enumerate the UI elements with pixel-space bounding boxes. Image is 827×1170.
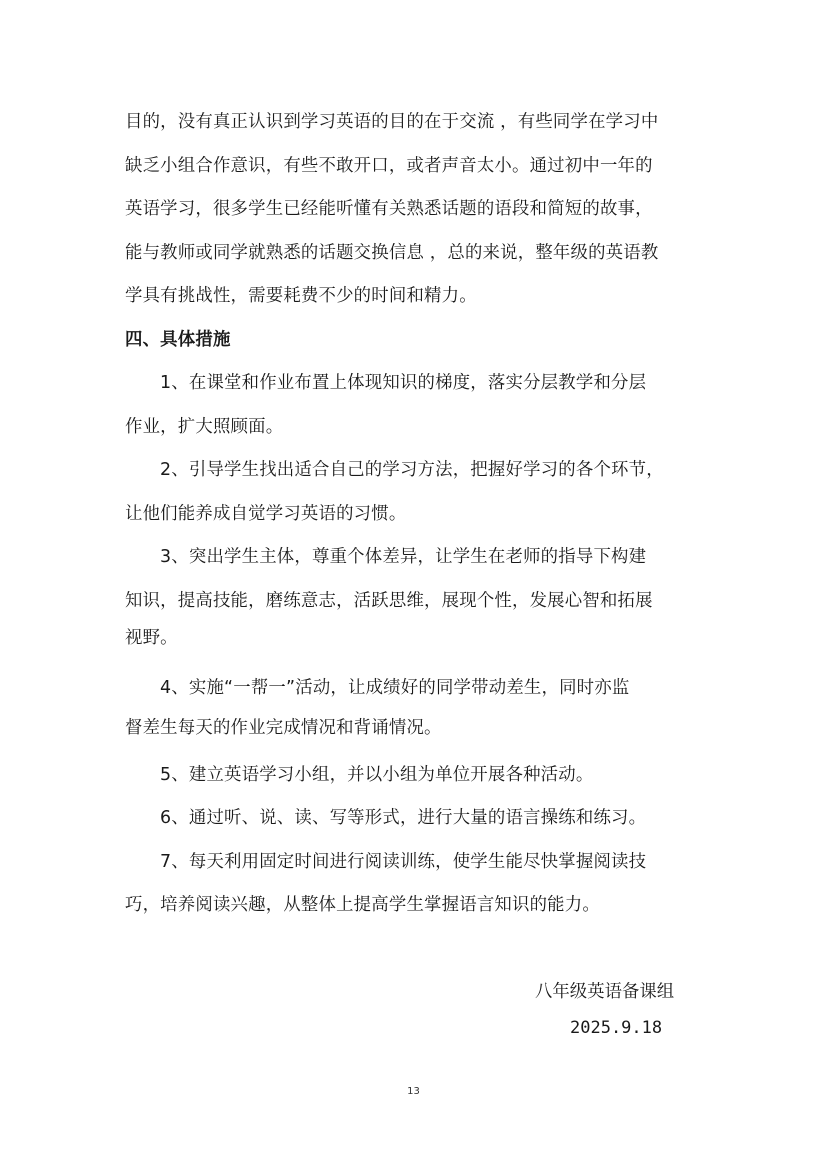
measure-item-3-line: 知识，提高技能，磨练意志，活跃思维，展现个性，发展心智和拓展 [125,591,653,611]
text-line: 学具有挑战性，需要耗费不少的时间和精力。 [125,286,477,306]
measure-item-3-line: 3、突出学生主体，尊重个体差异，让学生在老师的指导下构建 [160,547,647,567]
measure-item-4-line: 督差生每天的作业完成情况和背诵情况。 [125,718,442,738]
page-number: 13 [407,1086,420,1097]
section-heading: 四、具体措施 [125,330,231,350]
signature-group: 八年级英语备课组 [535,982,675,1002]
text-line: 能与教师或同学就熟悉的话题交换信息 ，总的来说，整年级的英语教 [125,243,659,263]
signature-date: 2025.9.18 [570,1018,663,1038]
measure-item-1-line: 1、在课堂和作业布置上体现知识的梯度，落实分层教学和分层 [160,373,647,393]
text-line: 缺乏小组合作意识，有些不敢开口，或者声音太小。通过初中一年的 [125,156,653,176]
measure-item-2-line: 让他们能养成自觉学习英语的习惯。 [125,504,407,524]
measure-item-7-line: 巧，培养阅读兴趣，从整体上提高学生掌握语言知识的能力。 [125,895,600,915]
measure-item-3-line: 视野。 [125,628,178,648]
measure-item-6-line: 6、通过听、说、读、写等形式，进行大量的语言操练和练习。 [160,808,647,828]
measure-item-7-line: 7、每天利用固定时间进行阅读训练，使学生能尽快掌握阅读技 [160,852,647,872]
measure-item-5-line: 5、建立英语学习小组，并以小组为单位开展各种活动。 [160,765,594,785]
measure-item-4-line: 4、实施“一帮一”活动，让成绩好的同学带动差生，同时亦监 [160,678,630,698]
text-line: 目的，没有真正认识到学习英语的目的在于交流 ，有些同学在学习中 [125,112,659,132]
text-line: 英语学习，很多学生已经能听懂有关熟悉话题的语段和简短的故事， [125,199,653,219]
measure-item-2-line: 2、引导学生找出适合自己的学习方法，把握好学习的各个环节， [160,460,664,480]
measure-item-1-line: 作业，扩大照顾面。 [125,417,284,437]
